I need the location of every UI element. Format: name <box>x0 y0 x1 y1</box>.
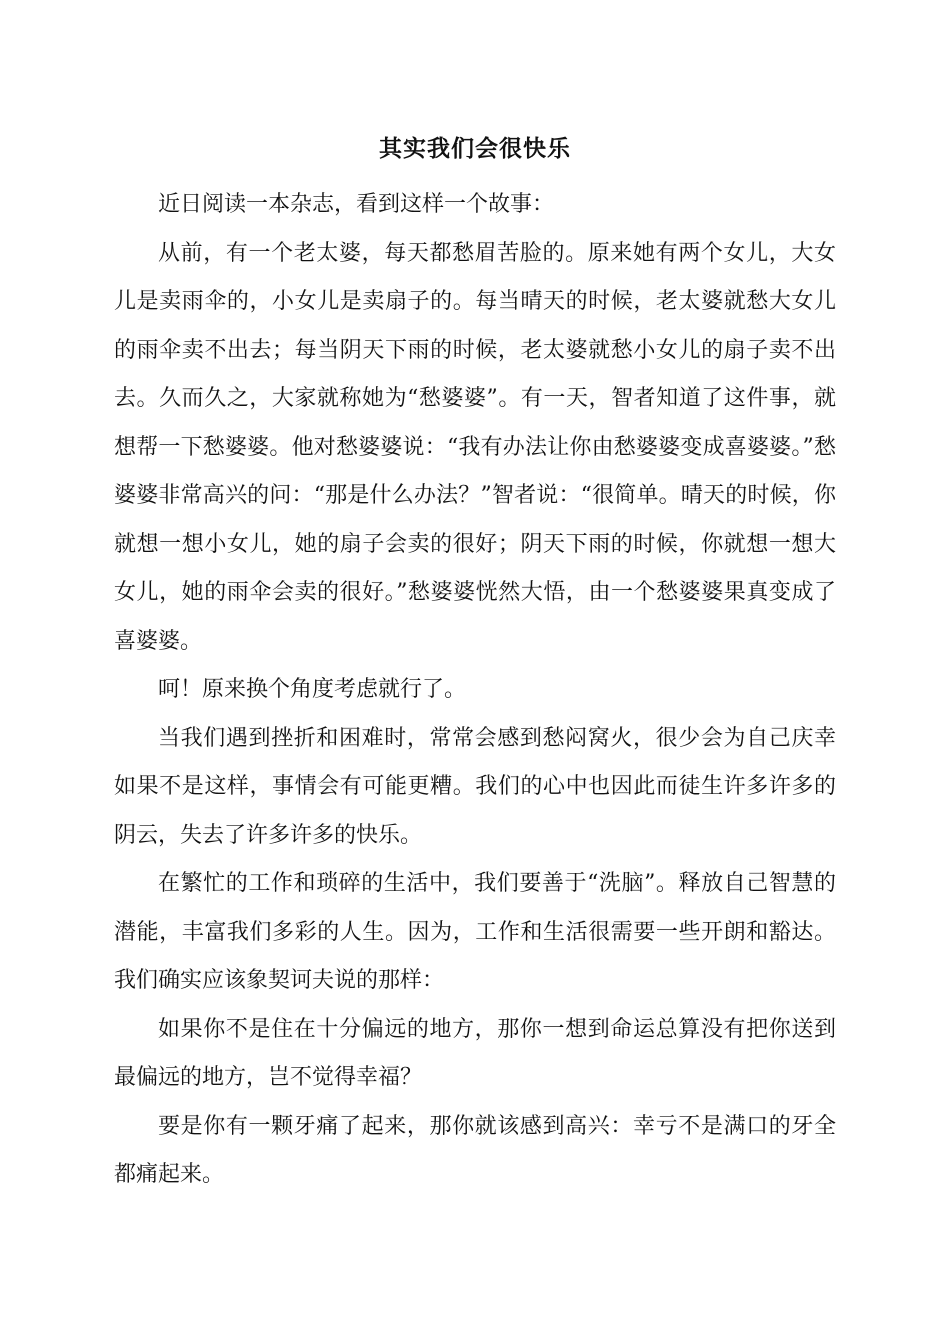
paragraph-reflection: 当我们遇到挫折和困难时，常常会感到愁闷窝火，很少会为自己庆幸如果不是这样，事情会有可能更糟。我们的心中也因此而徒生许多许多的阴云，失去了许多许多的快乐。 <box>114 725 836 848</box>
paragraph-quote-2: 要是你有一颗牙痛了起来，那你就该感到高兴：幸亏不是满口的牙全都痛起来。 <box>114 1113 836 1187</box>
paragraph-story: 从前，有一个老太婆，每天都愁眉苦脸的。原来她有两个女儿，大女儿是卖雨伞的，小女儿是卖扇子的。每当晴天的时候，老太婆就愁大女儿的雨伞卖不出去；每当阴天下雨的时候，老太婆就愁小女儿的扇子卖不出去。久而久之，大家就称她为“愁婆婆”。有一天，智者知道了这件事，就想帮一下愁婆婆。他对愁婆婆说：“我有办法让你由愁婆婆变成喜婆婆。”愁婆婆非常高兴的问：“那是什么办法？”智者说：“很简单。晴天的时候，你就想一想小女儿，她的扇子会卖的很好；阴天下雨的时候，你就想一想大女儿，她的雨伞会卖的很好。”愁婆婆恍然大悟，由一个愁婆婆果真变成了喜婆婆。 <box>114 240 836 654</box>
paragraph-intro: 近日阅读一本杂志，看到这样一个故事： <box>158 192 555 217</box>
paragraph-exclamation: 呵！原来换个角度考虑就行了。 <box>158 677 467 702</box>
paragraph-quote-1: 如果你不是住在十分偏远的地方，那你一想到命运总算没有把你送到最偏远的地方，岂不觉得幸福？ <box>114 1016 836 1090</box>
document-body <box>114 181 836 1200</box>
paragraph-advice: 在繁忙的工作和琐碎的生活中，我们要善于“洗脑”。释放自己智慧的潜能，丰富我们多彩的人生。因为，工作和生活很需要一些开朗和豁达。我们确实应该象契诃夫说的那样： <box>114 871 836 993</box>
document-title: 其实我们会很快乐 <box>379 135 571 162</box>
